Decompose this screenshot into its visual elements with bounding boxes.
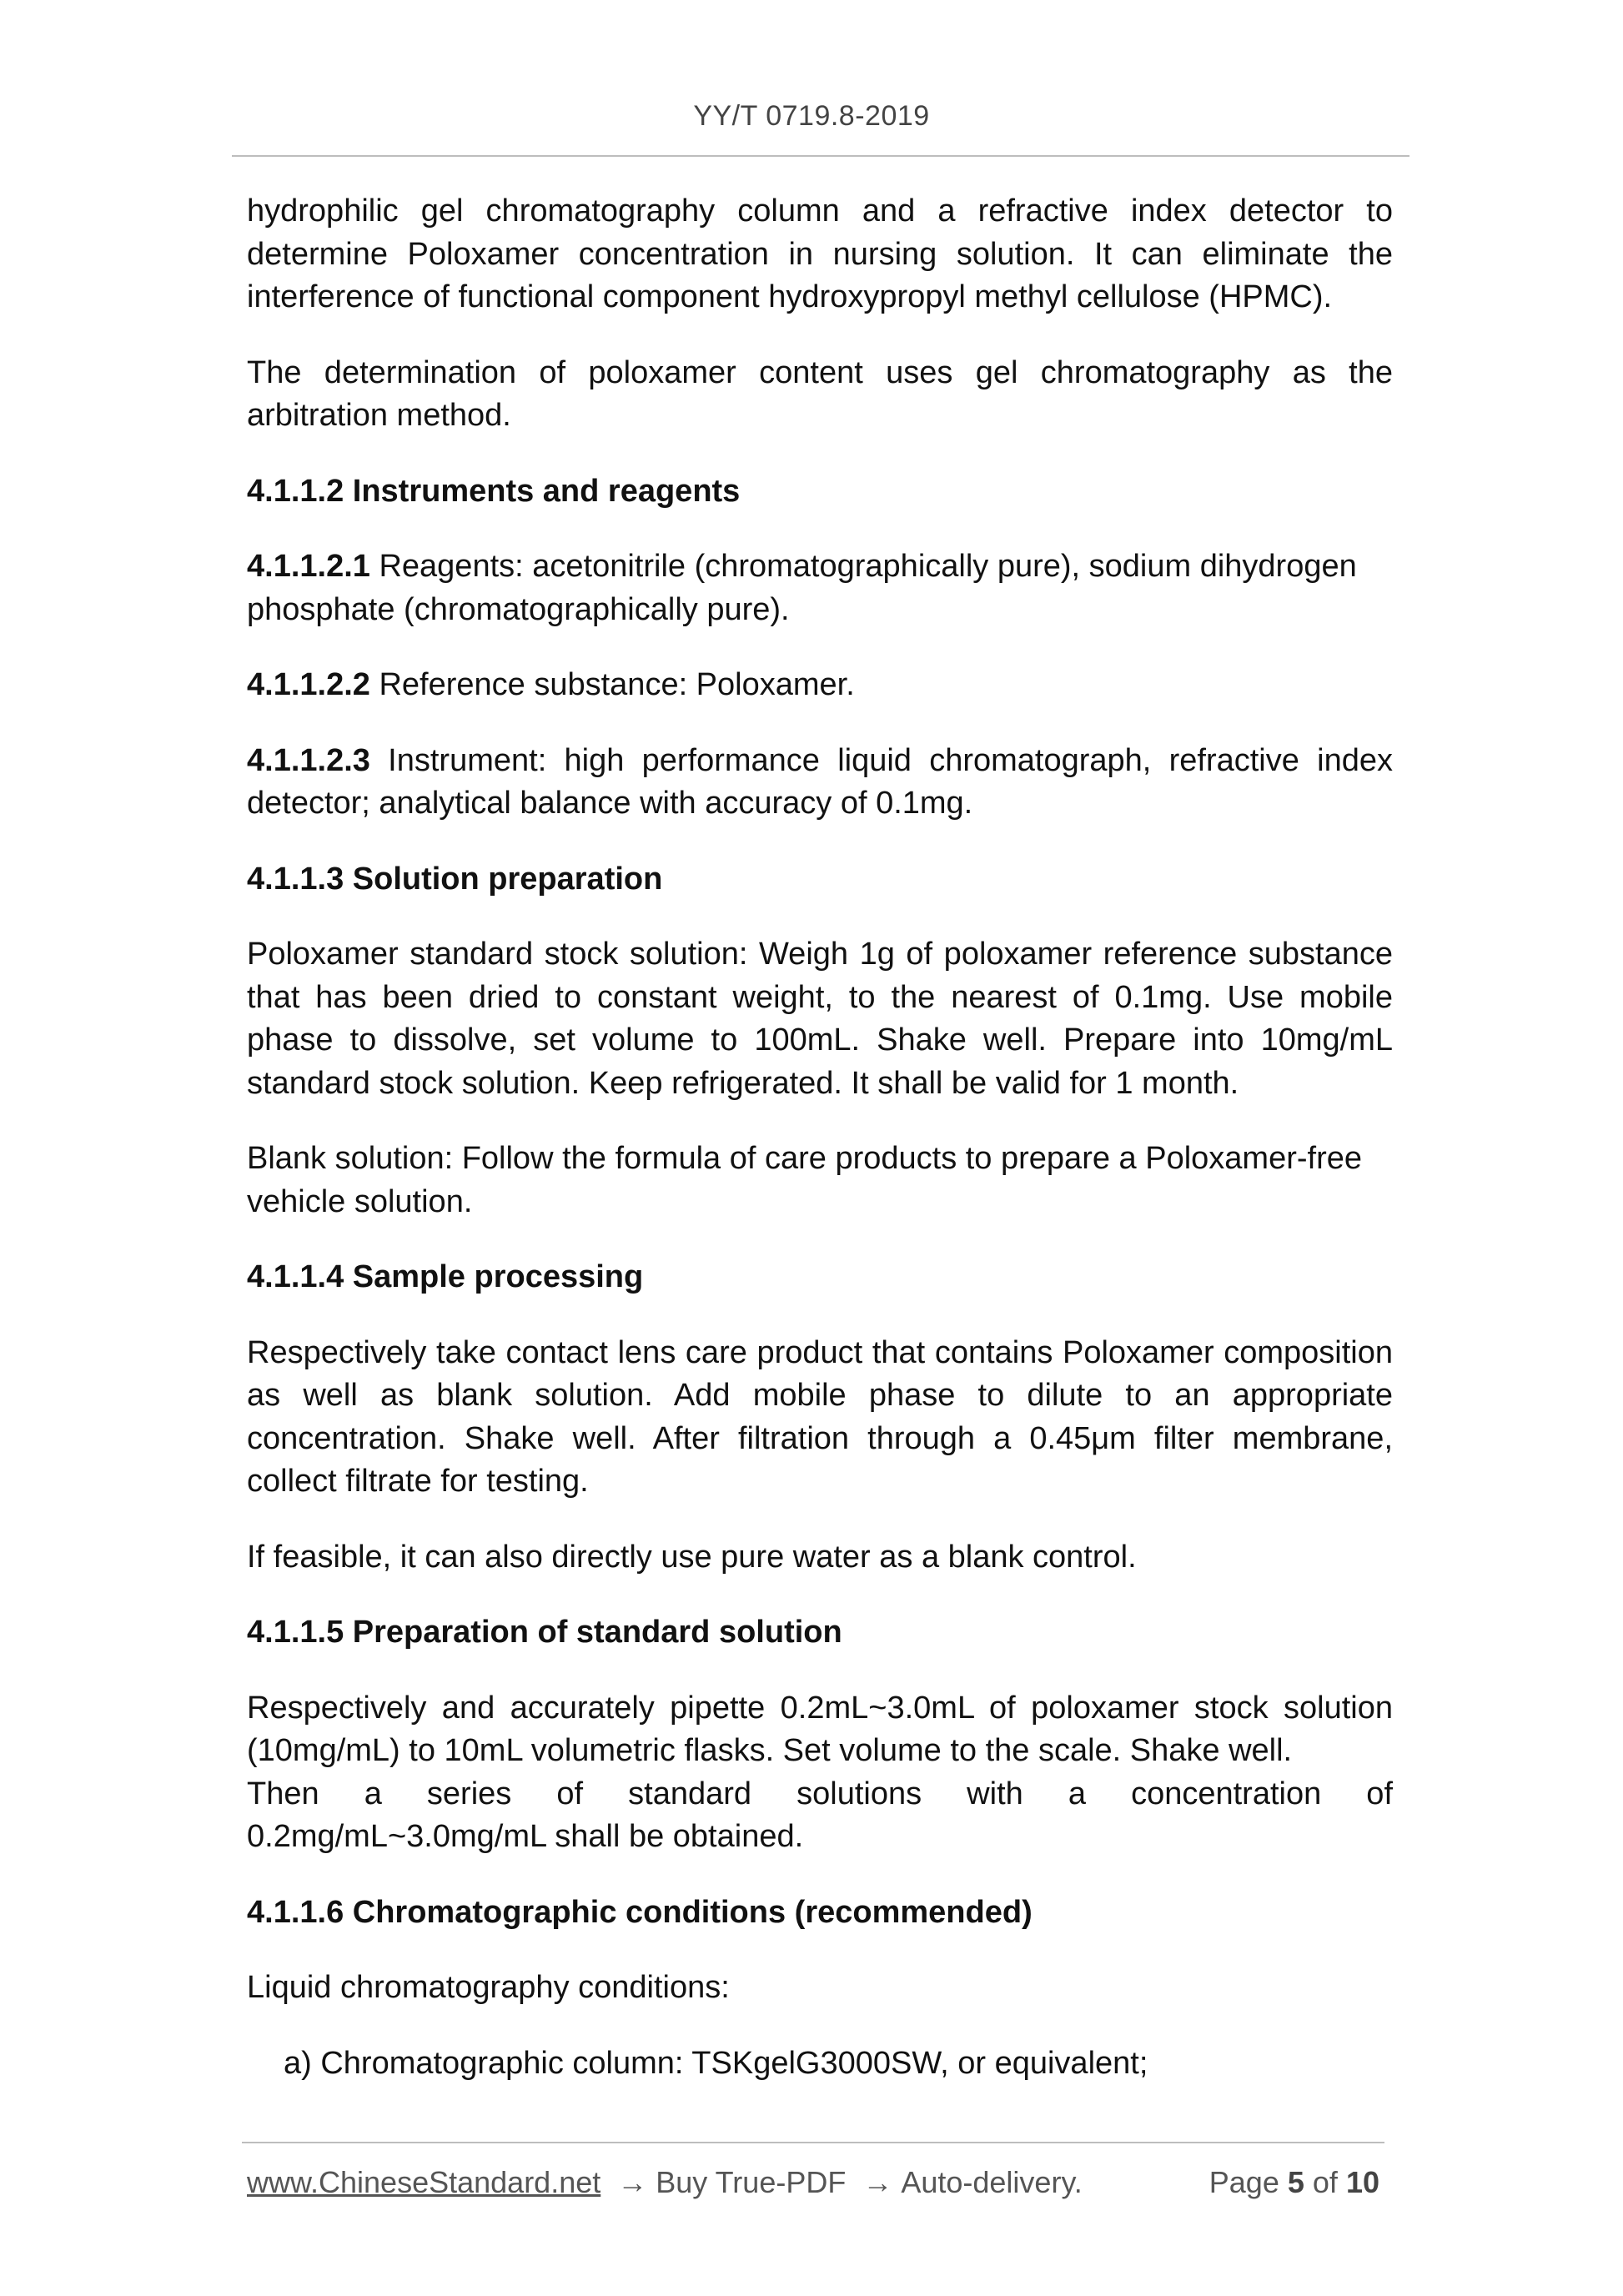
header-divider (232, 155, 1409, 157)
page-label: Page (1208, 2165, 1279, 2199)
arrow-right-icon: → (617, 2165, 648, 2199)
clause-4-1-1-2-3 (247, 740, 1393, 826)
clause-4-1-1-2-2 (247, 664, 1393, 707)
list-item-column: a) Chromatographic column: TSKgelG3000SW, or equivalent; (284, 2045, 1148, 2081)
page-indicator (1209, 2165, 1379, 2200)
clause-4-1-1-2-1 (247, 545, 1393, 631)
document-body (247, 190, 1393, 2118)
paragraph-standard-solution (247, 1687, 1393, 1859)
clause-number: 4.1.1.2.1 (247, 549, 370, 584)
standard-solution-line: Respectively and accurately pipette 0.2mL~3.0mL of poloxamer stock solution (10mg/mL) to 10mL volumetric flasks. Set volume to the scale. Shake well. (247, 1690, 1393, 1768)
clause-number: 4.1.1.2.2 (247, 667, 370, 702)
standard-solution-line: 0.2mg/mL~3.0mg/mL shall be obtained. (247, 1819, 804, 1854)
page-current: 5 (1287, 2165, 1304, 2199)
paragraph-stock-solution: Poloxamer standard stock solution: Weigh 1g of poloxamer reference substance that has been dried to constant weight, to the nearest of 0.1mg. Use mobile phase to dissolve, set volume to 100mL. Shake well. Prepare into 10mg/mL standard stock solution. Keep refrigerated. It shall be valid for 1 month. (247, 937, 1393, 1101)
page-total: 10 (1345, 2165, 1379, 2199)
clause-text: Reference substance: Poloxamer. (369, 667, 855, 702)
heading-4-1-1-2: 4.1.1.2 Instruments and reagents (247, 473, 741, 509)
arrow-right-icon: → (862, 2165, 893, 2199)
heading-4-1-1-4: 4.1.1.4 Sample processing (247, 1259, 644, 1294)
page-of: of (1312, 2165, 1338, 2199)
paragraph-blank-solution: Blank solution: Follow the formula of care products to prepare a Poloxamer-free vehicle solution. (247, 1141, 1362, 1219)
paragraph-sample-processing: Respectively take contact lens care product that contains Poloxamer composition as well as blank solution. Add mobile phase to dilute to an appropriate concentration. Shake well. After filtration through a 0.45μm filter membrane, collect filtrate for testing. (247, 1334, 1393, 1499)
clause-text: Instrument: high performance liquid chromatograph, refractive index detector; analytical balance with accuracy of 0.1mg. (247, 742, 1393, 821)
heading-4-1-1-5: 4.1.1.5 Preparation of standard solution (247, 1615, 842, 1650)
paragraph-lc-conditions: Liquid chromatography conditions: (247, 1970, 730, 2005)
delivery-text: Auto-delivery. (901, 2165, 1083, 2199)
paragraph-arbitration: The determination of poloxamer content uses gel chromatography as the arbitration method. (247, 354, 1393, 433)
clause-number: 4.1.1.2.3 (247, 742, 370, 778)
footer-promo (247, 2165, 1083, 2200)
site-link[interactable]: www.ChineseStandard.net (247, 2165, 601, 2199)
heading-4-1-1-3: 4.1.1.3 Solution preparation (247, 861, 663, 897)
footer-divider (242, 2142, 1384, 2143)
document-footer (247, 2165, 1379, 2200)
clause-text: Reagents: acetonitrile (chromatographically pure), sodium dihydrogen phosphate (chromatographically pure). (247, 549, 1357, 627)
buy-text: Buy True-PDF (656, 2165, 847, 2199)
paragraph-method-intro: hydrophilic gel chromatography column and a refractive index detector to determine Poloxamer concentration in nursing solution. It can eliminate the interference of functional component hydroxypropyl methyl cellulose (HPMC). (247, 193, 1393, 314)
standard-solution-line: Then a series of standard solutions with a concentration of (247, 1776, 1393, 1811)
paragraph-blank-control: If feasible, it can also directly use pure water as a blank control. (247, 1539, 1137, 1575)
heading-4-1-1-6: 4.1.1.6 Chromatographic conditions (recommended) (247, 1894, 1033, 1930)
document-header: YY/T 0719.8-2019 (693, 100, 930, 132)
